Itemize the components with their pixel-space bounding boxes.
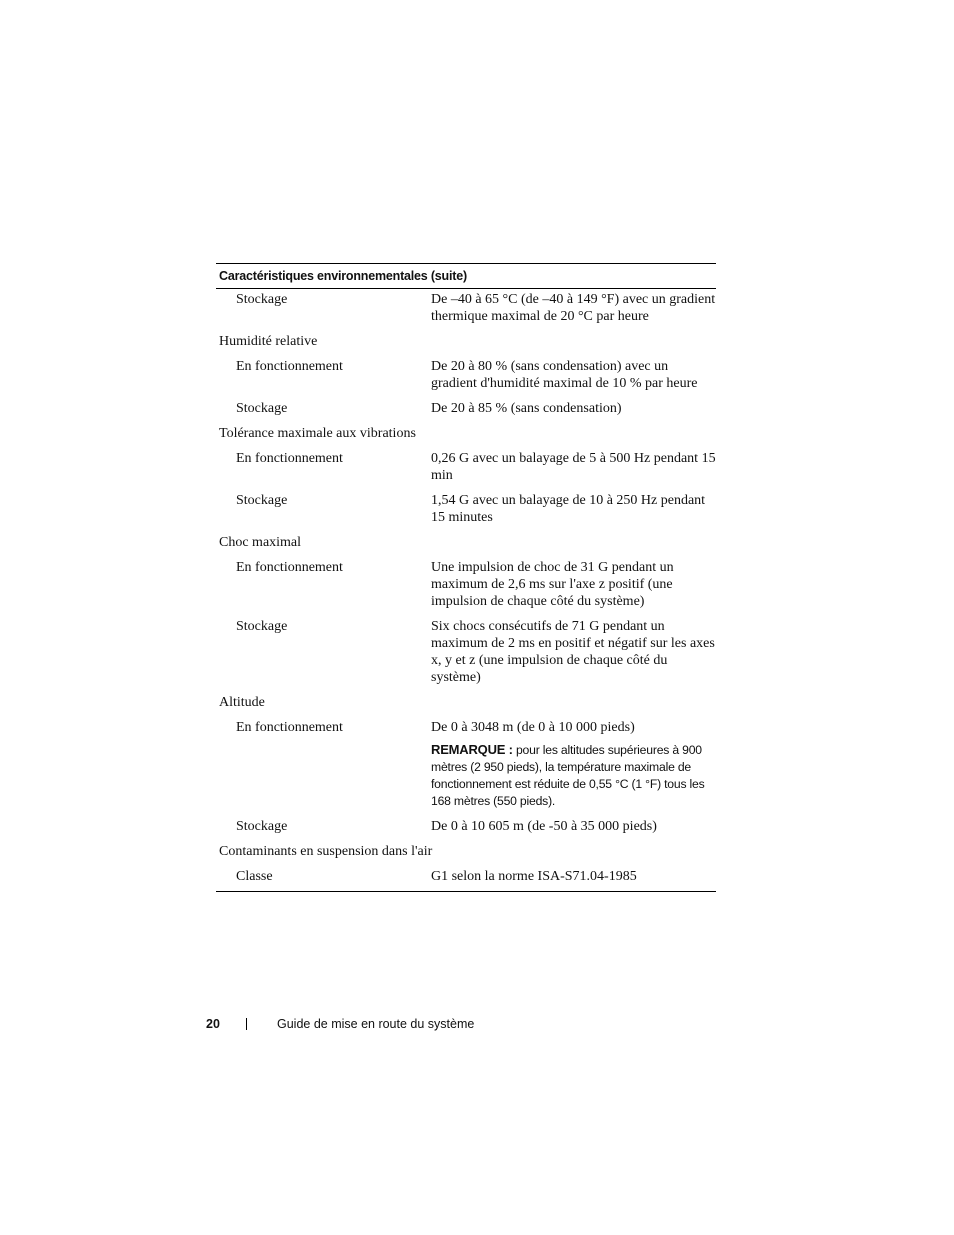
table-row <box>216 400 716 417</box>
row-value: 0,26 G avec un balayage de 5 à 500 Hz pendant 15 min <box>431 451 716 483</box>
row-label: Stockage <box>236 619 288 634</box>
row-label: Stockage <box>236 292 288 307</box>
row-value: De 0 à 3048 m (de 0 à 10 000 pieds) <box>431 720 635 735</box>
environmental-specs-table <box>216 263 716 892</box>
table-row <box>216 719 716 736</box>
row-value: De 20 à 85 % (sans condensation) <box>431 401 622 416</box>
note-text: pour les altitudes supérieures à 900 mètres (2 950 pieds), la température maximale de fonctionnement est réduite de 0,55 °C (1 °F) tous les 168 mètres (550 pieds). <box>431 743 705 808</box>
row-label: En fonctionnement <box>236 720 343 735</box>
footer-separator <box>246 1018 247 1030</box>
category-row <box>216 694 716 711</box>
row-label: Classe <box>236 869 273 884</box>
category-label: Contaminants en suspension dans l'air <box>219 844 433 859</box>
row-value: De 0 à 10 605 m (de -50 à 35 000 pieds) <box>431 819 657 834</box>
category-label: Choc maximal <box>219 535 302 550</box>
row-value: De –40 à 65 °C (de –40 à 149 °F) avec un gradient thermique maximal de 20 °C par heure <box>431 292 716 324</box>
table-row <box>216 618 716 686</box>
table-row <box>216 358 716 392</box>
category-row <box>216 843 716 860</box>
row-value: 1,54 G avec un balayage de 10 à 250 Hz pendant 15 minutes <box>431 493 706 525</box>
table-row <box>216 818 716 835</box>
row-value: Six chocs consécutifs de 71 G pendant un maximum de 2 ms en positif et négatif sur les axes x, y et z (une impulsion de chaque côté du système) <box>431 619 715 685</box>
row-value: G1 selon la norme ISA-S71.04-1985 <box>431 869 637 884</box>
row-label: Stockage <box>236 493 288 508</box>
category-row <box>216 534 716 551</box>
table-row <box>216 450 716 484</box>
row-label: En fonctionnement <box>236 560 343 575</box>
document-title: Guide de mise en route du système <box>277 1017 475 1031</box>
category-row <box>216 333 716 350</box>
category-label: Humidité relative <box>219 334 318 349</box>
altitude-note <box>216 741 716 810</box>
table-row <box>216 868 716 885</box>
row-label: Stockage <box>236 401 288 416</box>
category-label: Tolérance maximale aux vibrations <box>219 426 416 441</box>
row-label: En fonctionnement <box>236 451 343 466</box>
category-label: Altitude <box>219 695 265 710</box>
row-value: De 20 à 80 % (sans condensation) avec un gradient d'humidité maximal de 10 % par heure <box>431 359 698 391</box>
note-label: REMARQUE : <box>431 742 513 757</box>
table-row <box>216 492 716 526</box>
category-row <box>216 425 716 442</box>
table-row <box>216 291 716 325</box>
table-title: Caractéristiques environnementales (suite) <box>216 264 716 289</box>
table-row <box>216 559 716 610</box>
page-footer <box>206 1015 474 1033</box>
page-number: 20 <box>206 1017 220 1031</box>
row-value: Une impulsion de choc de 31 G pendant un maximum de 2,6 ms sur l'axe z positif (une impulsion de chaque côté du système) <box>431 560 674 609</box>
row-label: En fonctionnement <box>236 359 343 374</box>
row-label: Stockage <box>236 819 288 834</box>
